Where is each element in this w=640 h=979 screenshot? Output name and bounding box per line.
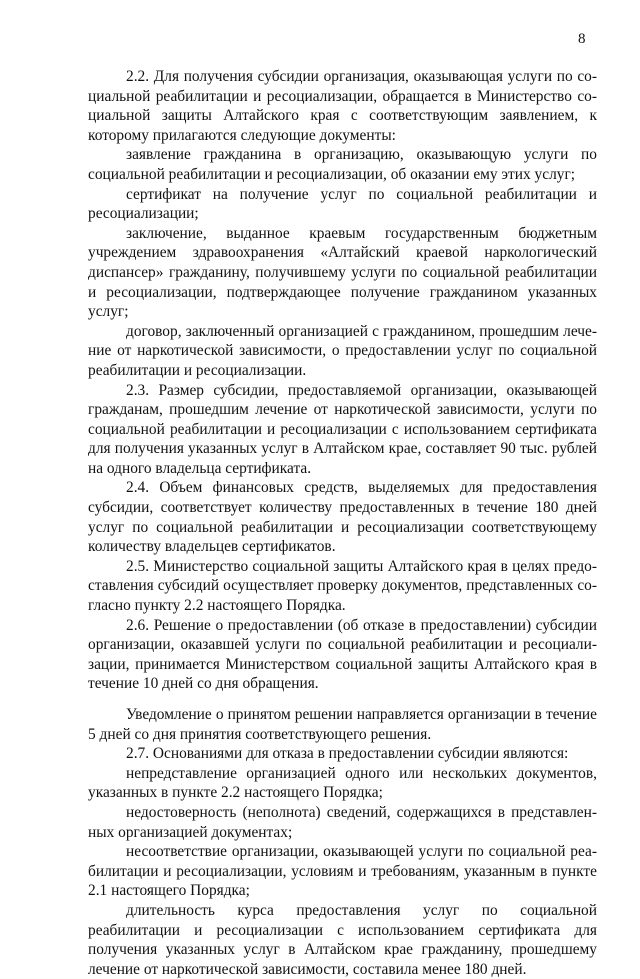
paragraph-application: заявление гражданина в организацию, оказывающую услуги по социальной реабилитации и ресоциализации, об оказании ему этих услуг; bbox=[88, 146, 597, 183]
paragraph-2-5: 2.5. Министерство социальной защиты Алтайского края в целях предоставления субсидий осуществляет проверку документов, представленных согласно пункту 2.2 настоящего Порядка. bbox=[88, 557, 597, 615]
document-body bbox=[88, 67, 597, 979]
paragraph-ground-noncompliance: несоответствие организации, оказывающей услуги по социальной реабилитации и ресоциализации, условиям и требованиям, указанным в пункте 2.1 настоящего Порядка; bbox=[88, 843, 597, 900]
paragraph-2-2: 2.2. Для получения субсидии организация, оказывающая услуги по социальной реабилитации и ресоциализации, обращается в Министерство социальной защиты Алтайского края с соответствующим заявлением, к которому прилагаются следующие документы: bbox=[88, 68, 597, 144]
paragraph-notification: Уведомление о принятом решении направляется организации в течение 5 дней со дня принятия соответствующего решения. bbox=[88, 706, 597, 743]
paragraph-conclusion: заключение, выданное краевым государственным бюджетным учреждением здравоохранения «Алтайский краевой наркологический диспансер» гражданину, получившему услуги по социальной реабилитации и ресоциализации, подтверждающее получение гражданином указанных услуг; bbox=[88, 224, 597, 321]
paragraph-2-6: 2.6. Решение о предоставлении (об отказе в предоставлении) субсидии организации, оказавшей услуги по социальной реабилитации и ресоциализации, принимается Министерством социальной защиты Алтайского края в течение 10 дней со дня обращения. bbox=[88, 616, 597, 693]
paragraph-contract: договор, заключенный организацией с гражданином, прошедшим лечение от наркотической зависимости, о предоставлении услуг по социальной реабилитации и ресоциализации. bbox=[88, 322, 597, 379]
paragraph-2-7: 2.7. Основаниями для отказа в предоставлении субсидии являются: bbox=[126, 745, 569, 763]
paragraph-ground-inaccuracy: недостоверность (неполнота) сведений, содержащихся в представленных организацией документах; bbox=[88, 803, 597, 841]
paragraph-certificate: сертификат на получение услуг по социальной реабилитации и ресоциализации; bbox=[88, 185, 597, 223]
paragraph-2-4: 2.4. Объем финансовых средств, выделяемых для предоставления субсидии, соответствует количеству предоставленных в течение 180 дней услуг по социальной реабилитации и ресоциализации соответствующему количеству владельцев сертификатов. bbox=[88, 479, 597, 556]
paragraph-ground-missing-docs: непредставление организацией одного или нескольких документов, указанных в пункте 2.2 настоящего Порядка; bbox=[88, 764, 597, 802]
paragraph-2-3: 2.3. Размер субсидии, предоставляемой организации, оказывающей гражданам, прошедшим лечение от наркотической зависимости, услуги по социальной реабилитации и ресоциализации с использованием сертификата для получения указанных услуг в Алтайском крае, составляет 90 тыс. рублей на одного владельца сертификата. bbox=[88, 381, 597, 477]
page-number: 8 bbox=[578, 31, 586, 47]
paragraph-ground-duration: длительность курса предоставления услуг по социальной реабилитации и ресоциализации с использованием сертификата для получения указанных услуг в Алтайском крае гражданину, прошедшему лечение от наркотической зависимости, составила менее 180 дней. bbox=[88, 901, 597, 978]
